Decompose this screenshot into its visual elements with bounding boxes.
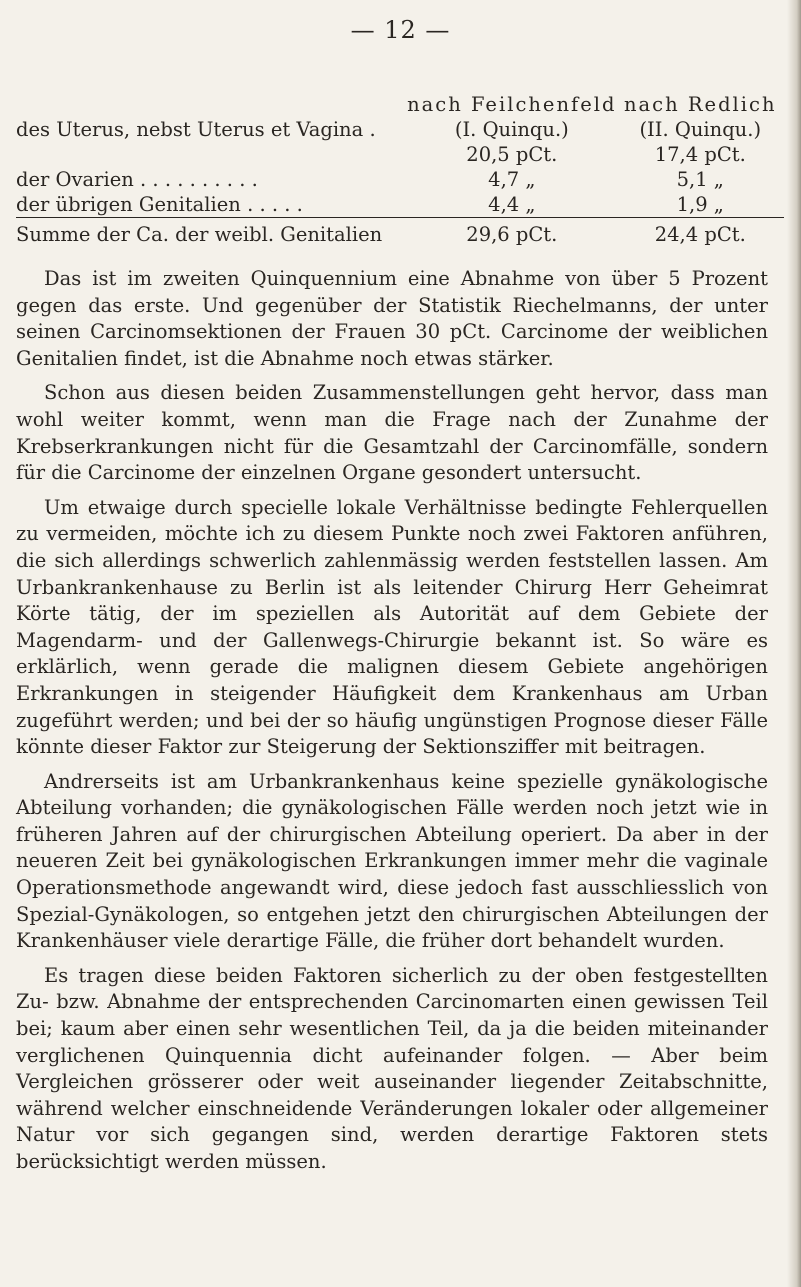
table-cell-value: 4,4 „ — [488, 193, 536, 216]
table-cell-value: 17,4 pCt. — [654, 143, 746, 166]
paragraph: Um etwaige durch specielle lokale Verhältnisse bedingte Fehlerquellen zu vermeiden, möchte ich zu diesem Punkte noch zwei Faktoren anführen, die sich allerdings schwerlich zahlenmässig werden feststellen lassen. Am Urbankrankenhause zu Berlin ist als leitender Chirurg Herr Geheimrat Körte tätig, der im speziellen als Autorität auf dem Gebiete der Magendarm- und der Gallenwegs-Chirurgie bekannt ist. So wäre es erklärlich, wenn gerade die malignen diesem Gebiete angehörigen Erkrankungen in steigender Häufigkeit dem Krankenhaus am Urban zugeführt werden; und bei der so häufig ungünstigen Prognose dieser Fälle könnte dieser Faktor zur Steigerung der Sektionsziffer mit beitragen. — [16, 495, 768, 759]
paragraph: Schon aus diesen beiden Zusammenstellungen geht hervor, dass man wohl weiter kommt, wenn man die Frage nach der Zunahme der Krebserkrankungen nicht für die Gesamtzahl der Carcinomfälle, sondern für die Carcinome der einzelnen Organe gesondert untersucht. — [16, 381, 768, 485]
column-subheader-first: (I. Quinqu.) — [454, 118, 569, 141]
column-header-feilchenfeld: nach Feilchenfeld — [407, 93, 617, 116]
page-edge-shadow — [787, 0, 801, 1287]
row-label: der übrigen Genitalien . . . . . — [16, 193, 303, 216]
page-number: — 12 — — [350, 16, 451, 44]
row-label: der Ovarien . . . . . . . . . . — [16, 168, 258, 191]
table-total-row — [16, 218, 784, 248]
table-row — [16, 167, 784, 192]
table-cell-value: 4,7 „ — [488, 168, 536, 191]
table-cell-value: 20,5 pCt. — [466, 143, 558, 166]
total-label: Summe der Ca. der weibl. Genitalien — [16, 218, 407, 248]
table-cell-value: 5,1 „ — [676, 168, 724, 191]
statistics-table — [16, 92, 784, 247]
row-label: des Uterus, nebst Uterus et Vagina . — [16, 118, 376, 141]
table-header-row — [16, 92, 784, 117]
table-row — [16, 142, 784, 167]
total-value: 29,6 pCt. — [407, 218, 616, 248]
paragraph: Das ist im zweiten Quinquennium eine Abnahme von über 5 Prozent gegen das erste. Und gegenüber der Statistik Riechelmanns, der unter seinen Carcinomsektionen der Frauen 30 pCt. Carcinome der weiblichen Genitalien findet, ist die Abnahme noch etwas stärker. — [16, 267, 768, 370]
paragraph: Andrerseits ist am Urbankrankenhaus keine spezielle gynäkologische Abteilung vorhanden; die gynäkologischen Fälle werden noch jetzt wie in früheren Jahren auf der chirurgischen Abteilung operiert. Da aber in der neueren Zeit bei gynäkologischen Erkrankungen immer mehr die vaginale Operationsmethode angewandt wird, diese jedoch fast ausschliesslich von Spezial-Gynäkologen, so entgehen jetzt den chirurgischen Abteilungen der Krankenhäuser viele derartige Fälle, die früher dort behandelt wurden. — [16, 769, 768, 953]
table-cell-value: 1,9 „ — [676, 193, 724, 216]
paragraph: Es tragen diese beiden Faktoren sicherlich zu der oben festgestellten Zu- bzw. Abnahme der entsprechenden Carcinomarten einen gewissen Teil bei; kaum aber einen sehr wesentlichen Teil, da ja die beiden miteinander verglichenen Quinquennia dicht aufeinander folgen. — Aber beim Vergleichen grösserer oder weit auseinander liegender Zeitabschnitte, während welcher einschneidende Veränderungen lokaler oder allgemeiner Natur vor sich gegangen sind, werden derartige Faktoren stets berücksichtigt werden müssen. — [16, 963, 768, 1173]
total-value: 24,4 pCt. — [617, 218, 784, 248]
table-row — [16, 192, 784, 218]
body-text — [16, 266, 768, 1176]
table-subheader-row — [16, 117, 784, 142]
column-header-redlich: nach Redlich — [623, 93, 777, 116]
column-subheader-second: (II. Quinqu.) — [639, 118, 762, 141]
